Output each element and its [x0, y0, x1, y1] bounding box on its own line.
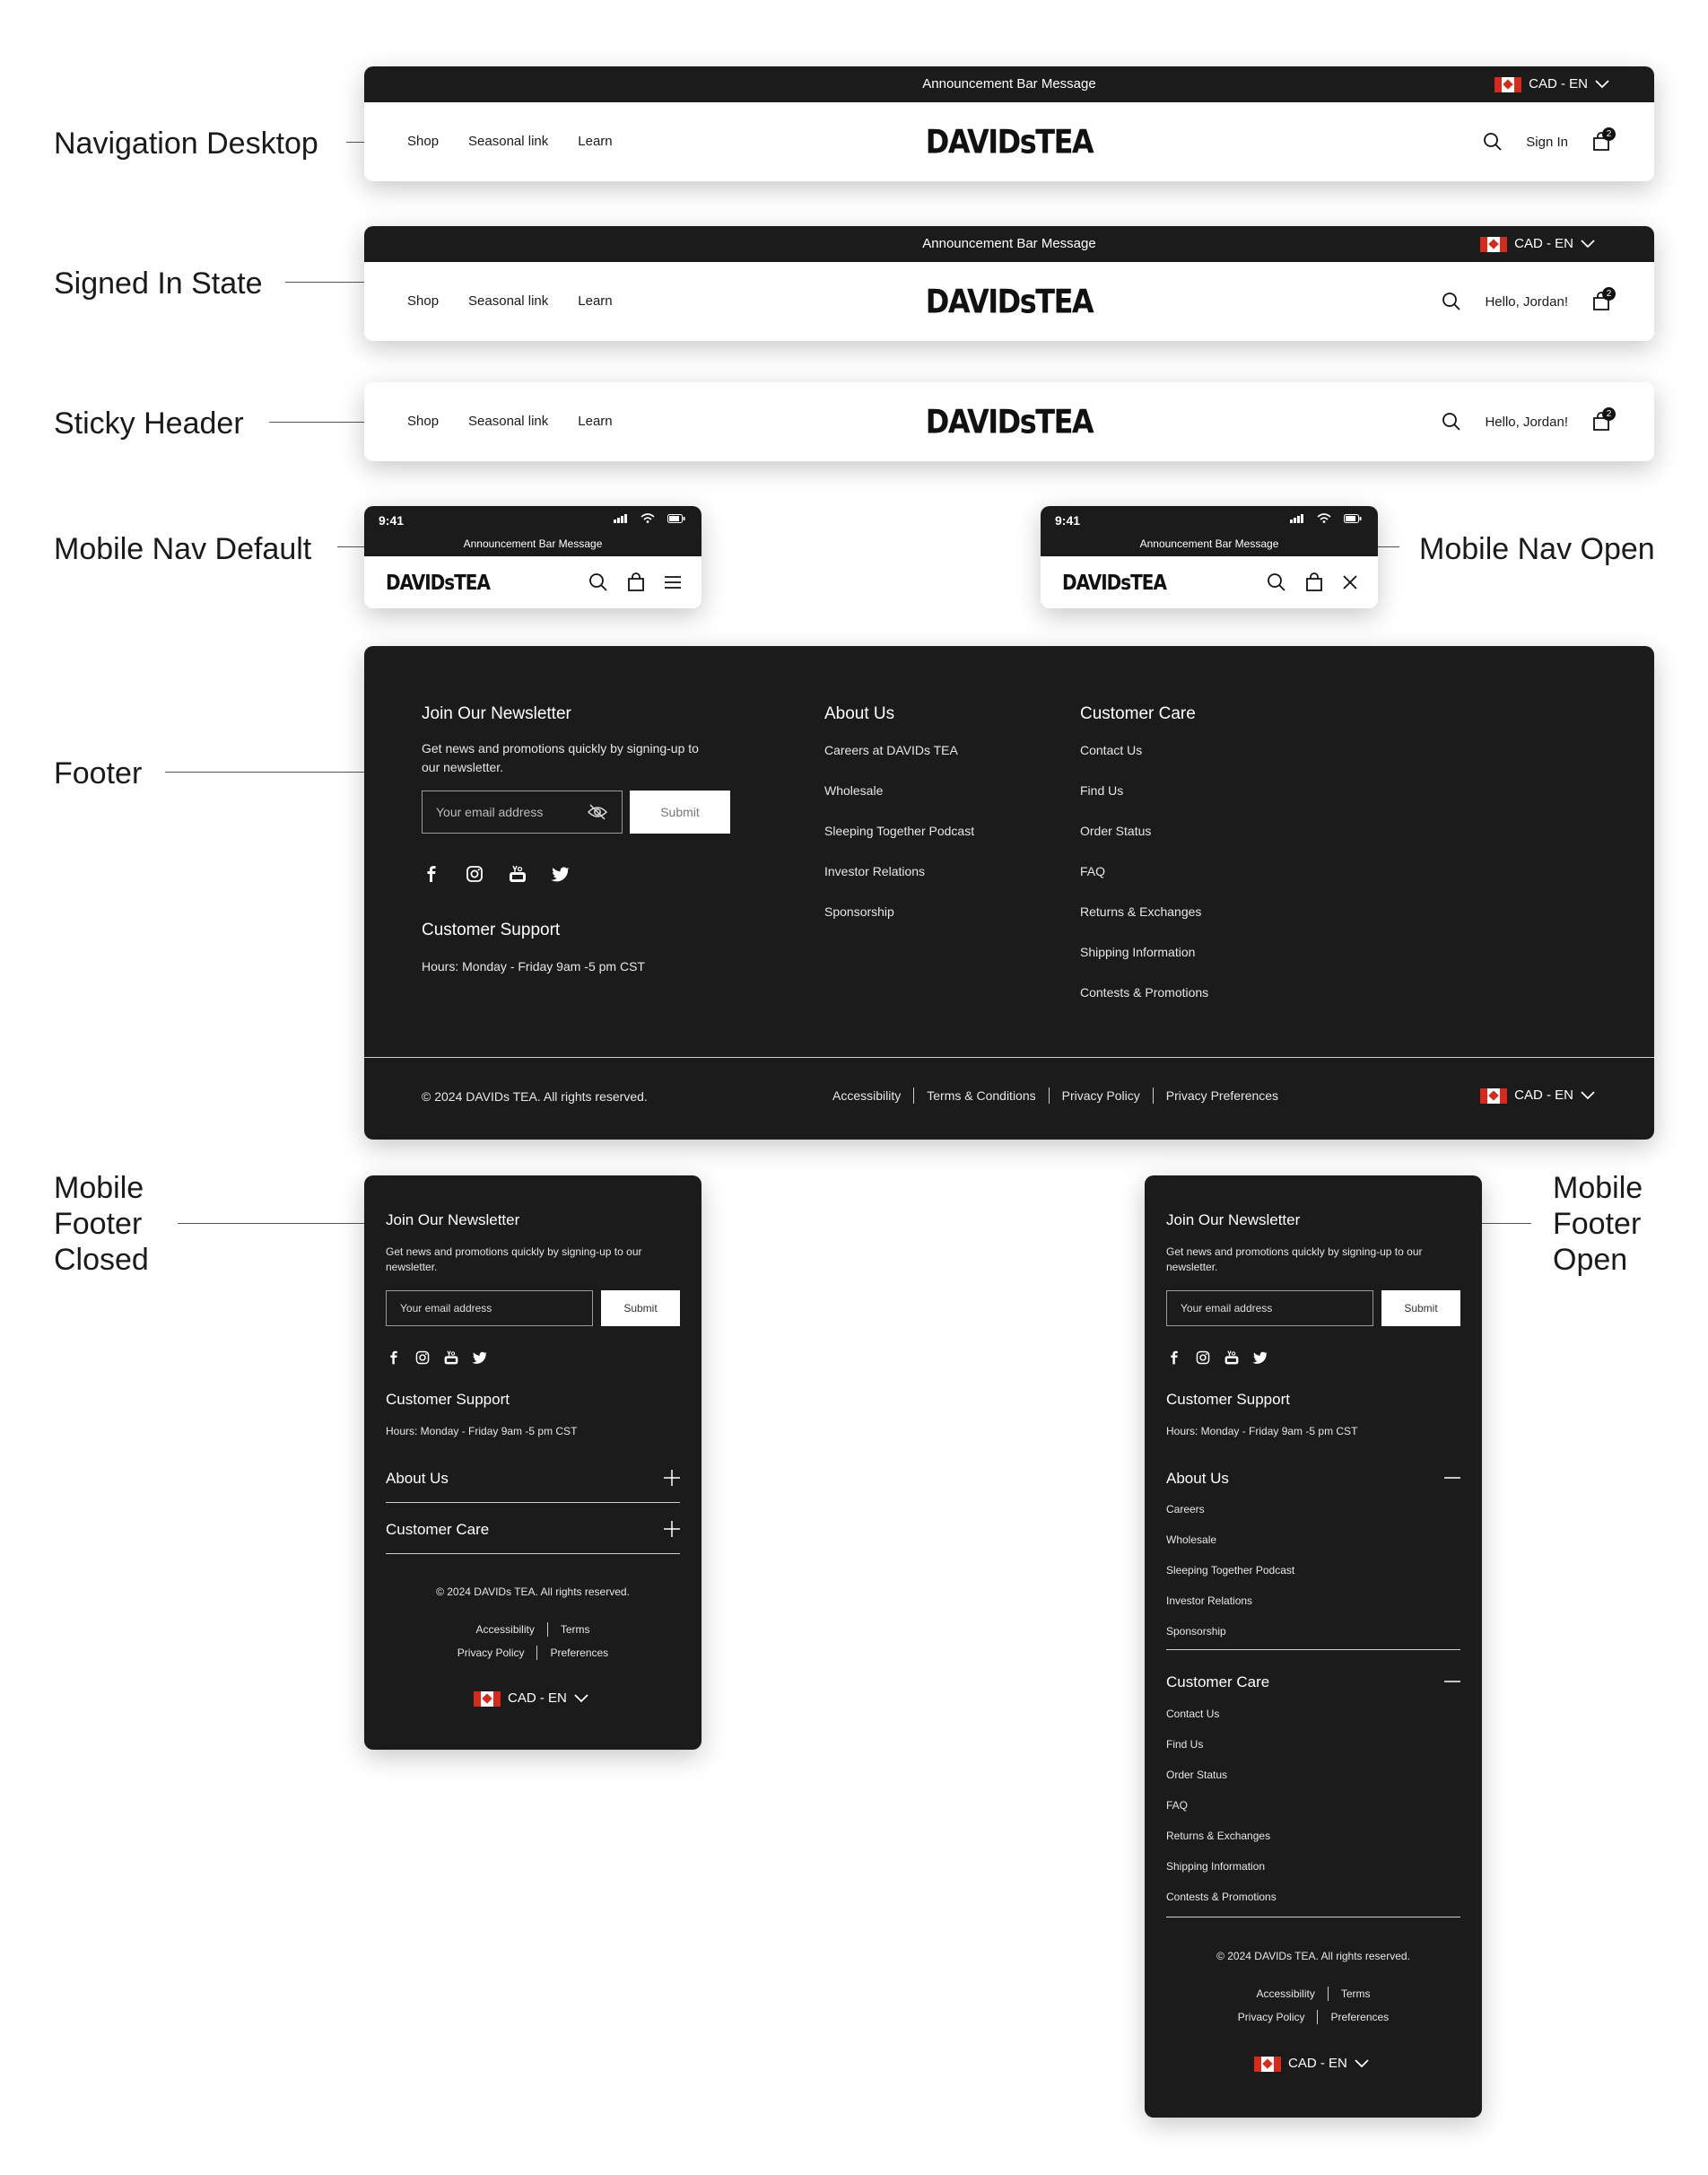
davidstea-logo[interactable]: DAVIDsTEA	[925, 402, 1094, 441]
connector-line	[178, 1223, 364, 1224]
nav-right	[1483, 102, 1611, 181]
mobile-footer-open	[1145, 1175, 1482, 2118]
nav-row	[364, 382, 1654, 461]
footer-link[interactable]: Careers at DAVIDs TEA	[824, 743, 958, 757]
nav-link-learn[interactable]: Learn	[578, 293, 613, 309]
menu-icon[interactable]	[664, 575, 682, 590]
wifi-icon	[640, 513, 655, 523]
support-hours: Hours: Monday - Friday 9am -5 pm CST	[1166, 1425, 1358, 1437]
accordion-divider	[1166, 1649, 1460, 1650]
signal-icon	[1290, 514, 1304, 523]
about-us-title: About Us	[824, 704, 895, 723]
announcement-bar[interactable]: Announcement Bar Message	[1041, 535, 1378, 556]
youtube-icon[interactable]	[443, 1350, 459, 1366]
nav-link-shop[interactable]: Shop	[407, 293, 440, 309]
footer-link[interactable]: Returns & Exchanges	[1080, 904, 1202, 919]
legal-link[interactable]: Preferences	[1330, 2011, 1390, 2023]
facebook-icon[interactable]	[422, 864, 441, 884]
canada-flag-icon	[1480, 1088, 1507, 1104]
currency-label: CAD - EN	[1514, 1088, 1573, 1103]
legal-links	[832, 1088, 1278, 1104]
footer-link[interactable]: Contests & Promotions	[1166, 1891, 1277, 1903]
bag-icon[interactable]	[1304, 572, 1324, 592]
accordion-customer-care[interactable]: Customer Care	[386, 1510, 680, 1554]
mobile-nav-open	[1041, 506, 1378, 608]
legal-link[interactable]: Terms & Conditions	[927, 1088, 1036, 1103]
email-input[interactable]: Your email address	[1166, 1290, 1373, 1326]
footer-link[interactable]: Order Status	[1080, 824, 1152, 838]
bag-icon[interactable]	[626, 572, 646, 592]
label-mobile-footer-open: Mobile Footer Open	[1553, 1171, 1643, 1277]
legal-link[interactable]: Accessibility	[475, 1623, 535, 1636]
currency-label: CAD - EN	[1529, 76, 1588, 92]
nav-link-shop[interactable]: Shop	[407, 134, 440, 149]
legal-links	[364, 1622, 702, 1637]
footer-link[interactable]: Sleeping Together Podcast	[824, 824, 975, 838]
legal-link[interactable]: Terms	[1340, 1987, 1371, 2000]
cart-count-badge: 2	[1602, 287, 1616, 301]
cart-button[interactable]	[1591, 409, 1612, 432]
submit-button[interactable]: Submit	[1381, 1290, 1460, 1326]
legal-links	[1145, 2010, 1482, 2024]
mobile-nav-default	[364, 506, 702, 608]
nav-link-learn[interactable]: Learn	[578, 134, 613, 149]
currency-selector[interactable]	[1254, 2050, 1369, 2077]
sign-in-link[interactable]: Sign In	[1526, 134, 1568, 150]
chevron-down-icon	[1581, 240, 1595, 249]
desktop-nav-signed-in	[364, 226, 1654, 341]
connector-line	[346, 142, 364, 143]
davidstea-logo[interactable]: DAVIDsTEA	[925, 122, 1094, 162]
footer-link[interactable]: Shipping Information	[1166, 1860, 1266, 1873]
newsletter-title: Join Our Newsletter	[422, 704, 571, 723]
davidstea-logo[interactable]: DAVIDsTEA	[1062, 570, 1166, 595]
chevron-down-icon	[1581, 1091, 1595, 1100]
nav-row	[364, 102, 1654, 181]
connector-line	[269, 422, 364, 423]
facebook-icon[interactable]	[1166, 1350, 1182, 1366]
copyright: © 2024 DAVIDs TEA. All rights reserved.	[422, 1089, 648, 1104]
status-time: 9:41	[379, 513, 405, 528]
chevron-down-icon	[1355, 2059, 1369, 2068]
davidstea-logo[interactable]: DAVIDsTEA	[386, 570, 490, 595]
instagram-icon[interactable]	[1195, 1350, 1211, 1366]
mobile-nav-row	[1041, 556, 1378, 608]
footer-link[interactable]: Wholesale	[824, 783, 884, 798]
newsletter-title: Join Our Newsletter	[1166, 1211, 1301, 1228]
footer-link[interactable]: Investor Relations	[1166, 1594, 1253, 1607]
footer-link[interactable]: Sponsorship	[824, 904, 894, 919]
currency-selector[interactable]	[1480, 1078, 1595, 1114]
label-mobile-footer-closed: Mobile Footer Closed	[54, 1171, 149, 1277]
cart-button[interactable]	[1591, 129, 1612, 152]
connector-line	[337, 546, 364, 547]
nav-link-seasonal[interactable]: Seasonal link	[468, 134, 549, 149]
nav-right	[1442, 382, 1611, 461]
currency-label: CAD - EN	[508, 1690, 567, 1706]
footer-link[interactable]: Investor Relations	[824, 864, 926, 878]
nav-row	[364, 262, 1654, 341]
desktop-footer	[364, 646, 1654, 1140]
close-icon[interactable]	[1342, 574, 1358, 590]
cart-count-badge: 2	[1602, 127, 1616, 141]
label-footer: Footer	[54, 756, 143, 791]
customer-support-title: Customer Support	[422, 921, 561, 939]
youtube-icon[interactable]	[1224, 1350, 1240, 1366]
legal-links	[364, 1646, 702, 1660]
label-navigation-desktop: Navigation Desktop	[54, 127, 318, 161]
chevron-down-icon	[574, 1694, 588, 1703]
customer-support-title: Customer Support	[386, 1391, 510, 1408]
search-icon[interactable]	[1483, 132, 1503, 152]
copyright: © 2024 DAVIDs TEA. All rights reserved.	[436, 1585, 630, 1598]
footer-link[interactable]: Shipping Information	[1080, 945, 1196, 959]
accordion-customer-care[interactable]: Customer Care	[1166, 1663, 1460, 1706]
status-bar	[1041, 506, 1378, 535]
newsletter-text: Get news and promotions quickly by signing-up to our newsletter.	[386, 1245, 642, 1273]
currency-label: CAD - EN	[1514, 236, 1573, 251]
minus-icon	[1444, 1470, 1460, 1486]
twitter-icon[interactable]	[1252, 1350, 1268, 1366]
footer-divider	[364, 1057, 1654, 1058]
search-icon[interactable]	[588, 572, 608, 592]
footer-link[interactable]: Contests & Promotions	[1080, 985, 1209, 1000]
sticky-header	[364, 382, 1654, 461]
newsletter-text: Get news and promotions quickly by signing-up to our newsletter.	[422, 741, 699, 774]
legal-link[interactable]: Accessibility	[832, 1088, 902, 1103]
account-greeting[interactable]: Hello, Jordan!	[1485, 414, 1568, 430]
mobile-nav-row	[364, 556, 702, 608]
legal-link[interactable]: Terms	[560, 1623, 590, 1636]
twitter-icon[interactable]	[472, 1350, 488, 1366]
legal-link[interactable]: Privacy Policy	[1237, 2011, 1305, 2023]
legal-links	[1145, 1987, 1482, 2001]
connector-line	[1476, 1223, 1531, 1224]
accordion-about-us[interactable]: About Us	[1166, 1459, 1460, 1502]
currency-selector[interactable]	[474, 1685, 588, 1712]
label-sticky-header: Sticky Header	[54, 406, 244, 441]
account-greeting[interactable]: Hello, Jordan!	[1485, 293, 1568, 310]
signal-icon	[614, 514, 628, 523]
footer-link[interactable]: Find Us	[1080, 783, 1124, 798]
battery-icon	[667, 514, 685, 523]
announcement-text[interactable]: Announcement Bar Message	[922, 236, 1096, 251]
footer-link[interactable]: Careers	[1166, 1503, 1205, 1516]
newsletter-text: Get news and promotions quickly by signing-up to our newsletter.	[1166, 1245, 1423, 1273]
customer-support-title: Customer Support	[1166, 1391, 1290, 1408]
footer-link[interactable]: Sleeping Together Podcast	[1166, 1564, 1295, 1577]
nav-link-seasonal[interactable]: Seasonal link	[468, 293, 549, 309]
cart-count-badge: 2	[1602, 407, 1616, 421]
davidstea-logo[interactable]: DAVIDsTEA	[925, 282, 1094, 321]
wifi-icon	[1317, 513, 1331, 523]
search-icon[interactable]	[1267, 572, 1286, 592]
cart-button[interactable]	[1591, 289, 1612, 311]
search-icon[interactable]	[1442, 292, 1461, 311]
status-time: 9:41	[1055, 513, 1081, 528]
search-icon[interactable]	[1442, 412, 1461, 432]
announcement-bar[interactable]: Announcement Bar Message	[364, 535, 702, 556]
footer-link[interactable]: Contact Us	[1080, 743, 1143, 757]
mobile-footer-closed	[364, 1175, 702, 1750]
nav-link-shop[interactable]: Shop	[407, 414, 440, 429]
twitter-icon[interactable]	[551, 864, 571, 884]
nav-right	[1442, 262, 1611, 341]
label-mobile-nav-open: Mobile Nav Open	[1419, 532, 1655, 566]
customer-care-title: Customer Care	[1080, 704, 1196, 723]
submit-button[interactable]: Submit	[601, 1290, 680, 1326]
submit-button[interactable]: Submit	[630, 791, 730, 834]
footer-link[interactable]: FAQ	[1166, 1799, 1189, 1812]
legal-link[interactable]: Privacy Policy	[457, 1647, 525, 1659]
legal-link[interactable]: Privacy Preferences	[1165, 1088, 1279, 1103]
minus-icon	[1444, 1673, 1460, 1690]
email-input[interactable]: Your email address	[386, 1290, 593, 1326]
footer-link[interactable]: Contact Us	[1166, 1708, 1220, 1720]
footer-link[interactable]: Wholesale	[1166, 1533, 1217, 1546]
instagram-icon[interactable]	[465, 864, 484, 884]
footer-link[interactable]: FAQ	[1080, 864, 1106, 878]
legal-link[interactable]: Preferences	[550, 1647, 609, 1659]
eye-off-icon[interactable]	[588, 804, 607, 820]
canada-flag-icon	[1494, 77, 1521, 92]
youtube-icon[interactable]	[508, 864, 527, 884]
nav-link-learn[interactable]: Learn	[578, 414, 613, 429]
copyright: © 2024 DAVIDs TEA. All rights reserved.	[1216, 1950, 1410, 1962]
footer-link[interactable]: Sponsorship	[1166, 1625, 1226, 1638]
nav-link-seasonal[interactable]: Seasonal link	[468, 414, 549, 429]
newsletter-title: Join Our Newsletter	[386, 1211, 520, 1228]
support-hours: Hours: Monday - Friday 9am -5 pm CST	[386, 1425, 578, 1437]
announcement-text[interactable]: Announcement Bar Message	[922, 76, 1096, 92]
battery-icon	[1344, 514, 1362, 523]
canada-flag-icon	[1254, 2057, 1281, 2072]
support-hours: Hours: Monday - Friday 9am -5 pm CST	[422, 959, 645, 974]
email-input[interactable]: Your email address	[422, 791, 623, 834]
plus-icon	[664, 1470, 680, 1486]
chevron-down-icon	[1595, 80, 1609, 89]
social-links	[422, 864, 571, 884]
legal-link[interactable]: Accessibility	[1256, 1987, 1315, 2000]
label-signed-in-state: Signed In State	[54, 266, 263, 301]
instagram-icon[interactable]	[414, 1350, 431, 1366]
canada-flag-icon	[1480, 237, 1507, 252]
connector-line	[285, 282, 364, 283]
currency-label: CAD - EN	[1288, 2056, 1347, 2071]
accordion-about-us[interactable]: About Us	[386, 1459, 680, 1503]
plus-icon	[664, 1521, 680, 1537]
social-links	[386, 1350, 488, 1366]
legal-link[interactable]: Privacy Policy	[1061, 1088, 1140, 1103]
social-links	[1166, 1350, 1268, 1366]
footer-link[interactable]: Find Us	[1166, 1738, 1204, 1751]
footer-link[interactable]: Returns & Exchanges	[1166, 1830, 1271, 1842]
label-mobile-nav-default: Mobile Nav Default	[54, 532, 312, 566]
status-bar	[364, 506, 702, 535]
connector-line	[165, 772, 364, 773]
footer-link[interactable]: Order Status	[1166, 1769, 1228, 1781]
desktop-nav-default	[364, 66, 1654, 181]
facebook-icon[interactable]	[386, 1350, 402, 1366]
canada-flag-icon	[474, 1691, 501, 1707]
